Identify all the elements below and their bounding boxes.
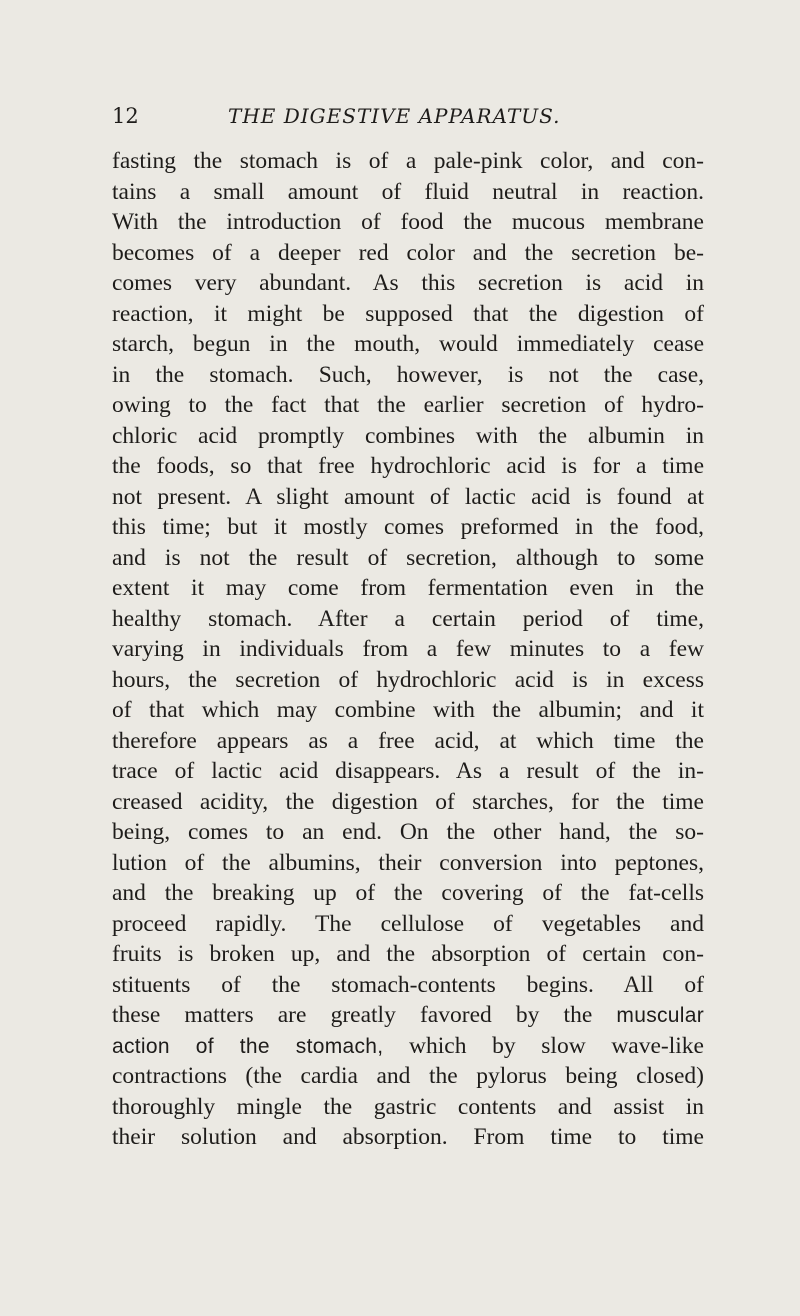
- text-line: creased acidity, the digestion of starches, for the time: [112, 788, 704, 815]
- text-line: the foods, so that free hydrochloric acid is for a time: [112, 453, 704, 479]
- text-line: With the introduction of food the mucous membrane: [112, 209, 704, 235]
- text-line: thoroughly mingle the gastric contents and assist in: [112, 1093, 704, 1120]
- text-line-mixed: [112, 1000, 704, 1031]
- page-header: [112, 101, 702, 131]
- text-line: lution of the albumins, their conversion into peptones,: [112, 849, 704, 876]
- text-line: stituents of the stomach-contents begins. All of: [112, 971, 704, 998]
- text-line: their solution and absorption. From time to time: [112, 1124, 704, 1150]
- text-line: extent it may come from fermentation even in the: [112, 575, 704, 601]
- text-line: comes very abundant. As this secretion is acid in: [112, 270, 704, 296]
- text-line: reaction, it might be supposed that the digestion of: [112, 300, 704, 327]
- text-line: hours, the secretion of hydrochloric acid is in excess: [112, 666, 704, 693]
- text-line: in the stomach. Such, however, is not the case,: [112, 361, 704, 388]
- text-line: starch, begun in the mouth, would immediately cease: [112, 331, 704, 357]
- text-line: varying in individuals from a few minutes to a few: [112, 636, 704, 662]
- text-line: fruits is broken up, and the absorption of certain con-: [112, 941, 704, 967]
- text-line: proceed rapidly. The cellulose of vegetables and: [112, 910, 704, 937]
- running-title: THE DIGESTIVE APPARATUS.: [228, 104, 561, 128]
- text-line: owing to the fact that the earlier secretion of hydro-: [112, 392, 704, 418]
- text-line: not present. A slight amount of lactic acid is found at: [112, 483, 704, 510]
- text-segment: these matters are greatly favored by the: [112, 1002, 593, 1028]
- text-line: this time; but it mostly comes preformed in the food,: [112, 514, 704, 540]
- page-number: 12: [112, 104, 139, 128]
- body-text: [112, 146, 704, 1153]
- text-line: tains a small amount of fluid neutral in reaction.: [112, 178, 704, 205]
- text-segment: which by slow wave-like: [409, 1032, 704, 1059]
- text-line: becomes of a deeper red color and the secretion be-: [112, 239, 704, 266]
- emphasis-text: muscular: [616, 1004, 705, 1027]
- emphasis-text: action of the stomach,: [112, 1034, 384, 1058]
- text-line: of that which may combine with the albumin; and it: [112, 697, 704, 723]
- text-line: being, comes to an end. On the other hand, the so-: [112, 819, 704, 845]
- text-line-mixed: [112, 1031, 704, 1062]
- text-line: trace of lactic acid disappears. As a result of the in-: [112, 758, 704, 784]
- text-line: healthy stomach. After a certain period of time,: [112, 605, 704, 632]
- text-line: and the breaking up of the covering of the fat-cells: [112, 880, 704, 906]
- text-line: contractions (the cardia and the pylorus being closed): [112, 1063, 704, 1089]
- text-line: chloric acid promptly combines with the albumin in: [112, 422, 704, 449]
- text-line: fasting the stomach is of a pale-pink color, and con-: [112, 148, 704, 174]
- text-line: therefore appears as a free acid, at which time the: [112, 727, 704, 754]
- text-line: and is not the result of secretion, although to some: [112, 544, 704, 571]
